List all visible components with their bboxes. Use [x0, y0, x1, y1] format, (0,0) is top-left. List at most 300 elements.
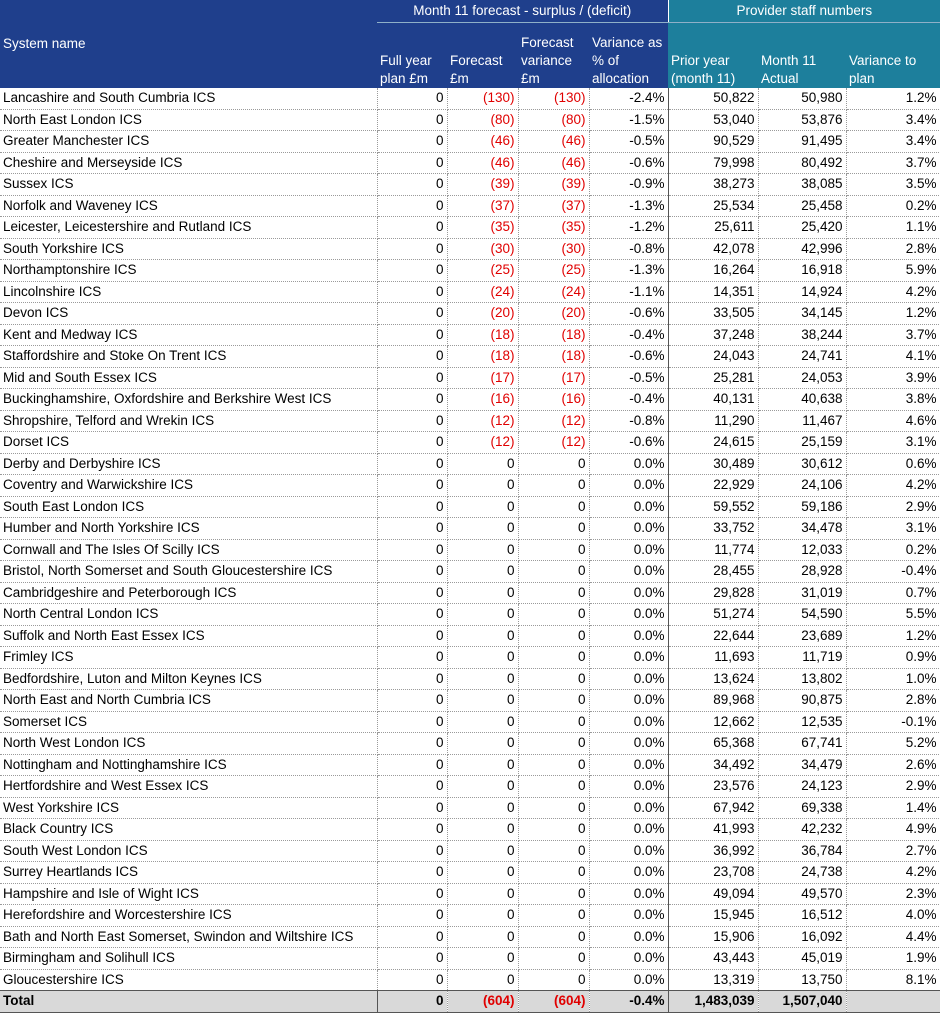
cell-system-name: South West London ICS	[0, 840, 377, 862]
cell-month11-actual: 24,741	[758, 346, 846, 368]
cell-system-name: Hampshire and Isle of Wight ICS	[0, 883, 377, 905]
cell-variance-to-plan: 5.9%	[846, 260, 940, 282]
table-row	[0, 776, 940, 798]
cell-prior-year: 41,993	[668, 819, 758, 841]
cell-variance-pct: -0.8%	[589, 410, 668, 432]
cell-variance-pct: -0.4%	[589, 324, 668, 346]
cell-month11-actual: 23,689	[758, 625, 846, 647]
cell-variance-pct: 0.0%	[589, 604, 668, 626]
cell-full-year-plan: 0	[377, 797, 447, 819]
cell-variance-to-plan: 3.1%	[846, 432, 940, 454]
table-row	[0, 195, 940, 217]
cell-forecast-variance: 0	[518, 926, 589, 948]
cell-variance-pct: -0.5%	[589, 131, 668, 153]
cell-prior-year: 24,043	[668, 346, 758, 368]
cell-system-name: North Central London ICS	[0, 604, 377, 626]
cell-forecast-variance: (130)	[518, 88, 589, 109]
table-row	[0, 324, 940, 346]
cell-month11-actual: 24,123	[758, 776, 846, 798]
cell-full-year-plan: 0	[377, 905, 447, 927]
cell-prior-year: 37,248	[668, 324, 758, 346]
cell-variance-to-plan: 3.4%	[846, 131, 940, 153]
cell-full-year-plan: 0	[377, 238, 447, 260]
cell-variance-to-plan: 1.4%	[846, 797, 940, 819]
cell-system-name: Total	[0, 991, 377, 1013]
cell-month11-actual: 45,019	[758, 948, 846, 970]
cell-full-year-plan: 0	[377, 367, 447, 389]
cell-prior-year: 25,611	[668, 217, 758, 239]
cell-variance-to-plan: 1.9%	[846, 948, 940, 970]
cell-variance-to-plan: 8.1%	[846, 969, 940, 991]
cell-forecast: (37)	[447, 195, 518, 217]
cell-variance-to-plan: 0.7%	[846, 582, 940, 604]
cell-variance-to-plan: 3.9%	[846, 367, 940, 389]
cell-full-year-plan: 0	[377, 991, 447, 1013]
cell-forecast-variance: 0	[518, 905, 589, 927]
cell-variance-to-plan: 1.2%	[846, 625, 940, 647]
cell-prior-year: 33,752	[668, 518, 758, 540]
cell-variance-to-plan: 4.2%	[846, 862, 940, 884]
header-group-row	[0, 0, 940, 23]
cell-forecast: 0	[447, 582, 518, 604]
cell-prior-year: 50,822	[668, 88, 758, 109]
table-row	[0, 733, 940, 755]
table-row	[0, 88, 940, 109]
cell-full-year-plan: 0	[377, 754, 447, 776]
cell-system-name: Cheshire and Merseyside ICS	[0, 152, 377, 174]
cell-full-year-plan: 0	[377, 410, 447, 432]
cell-variance-pct: -2.4%	[589, 88, 668, 109]
cell-prior-year: 53,040	[668, 109, 758, 131]
table-row	[0, 797, 940, 819]
cell-month11-actual: 67,741	[758, 733, 846, 755]
cell-system-name: Coventry and Warwickshire ICS	[0, 475, 377, 497]
cell-month11-actual: 90,875	[758, 690, 846, 712]
cell-variance-to-plan: 2.6%	[846, 754, 940, 776]
table-row	[0, 539, 940, 561]
cell-month11-actual: 69,338	[758, 797, 846, 819]
cell-variance-to-plan: 2.8%	[846, 238, 940, 260]
cell-prior-year: 22,644	[668, 625, 758, 647]
cell-prior-year: 42,078	[668, 238, 758, 260]
cell-month11-actual: 42,996	[758, 238, 846, 260]
cell-forecast-variance: 0	[518, 647, 589, 669]
cell-system-name: Bristol, North Somerset and South Gloucestershire ICS	[0, 561, 377, 583]
cell-forecast: (30)	[447, 238, 518, 260]
cell-forecast: (130)	[447, 88, 518, 109]
cell-variance-to-plan: 4.2%	[846, 475, 940, 497]
cell-system-name: South Yorkshire ICS	[0, 238, 377, 260]
cell-variance-pct: 0.0%	[589, 453, 668, 475]
cell-prior-year: 14,351	[668, 281, 758, 303]
cell-variance-to-plan: 3.1%	[846, 518, 940, 540]
header-group-forecast: Month 11 forecast - surplus / (deficit)	[377, 0, 668, 23]
cell-forecast-variance: 0	[518, 754, 589, 776]
cell-prior-year: 67,942	[668, 797, 758, 819]
cell-forecast: 0	[447, 948, 518, 970]
cell-prior-year: 23,708	[668, 862, 758, 884]
cell-system-name: Hertfordshire and West Essex ICS	[0, 776, 377, 798]
cell-forecast: 0	[447, 668, 518, 690]
cell-forecast: (18)	[447, 346, 518, 368]
cell-month11-actual: 24,053	[758, 367, 846, 389]
cell-month11-actual: 1,507,040	[758, 991, 846, 1013]
cell-prior-year: 11,290	[668, 410, 758, 432]
cell-prior-year: 38,273	[668, 174, 758, 196]
cell-variance-pct: 0.0%	[589, 733, 668, 755]
cell-system-name: Gloucestershire ICS	[0, 969, 377, 991]
cell-month11-actual: 25,458	[758, 195, 846, 217]
table-row	[0, 604, 940, 626]
cell-full-year-plan: 0	[377, 432, 447, 454]
table-row	[0, 496, 940, 518]
cell-prior-year: 51,274	[668, 604, 758, 626]
cell-month11-actual: 38,085	[758, 174, 846, 196]
cell-prior-year: 22,929	[668, 475, 758, 497]
cell-forecast-variance: (12)	[518, 432, 589, 454]
cell-forecast-variance: 0	[518, 733, 589, 755]
cell-forecast-variance: 0	[518, 690, 589, 712]
cell-forecast: 0	[447, 883, 518, 905]
cell-variance-to-plan: 4.1%	[846, 346, 940, 368]
cell-prior-year: 24,615	[668, 432, 758, 454]
cell-variance-to-plan: 0.2%	[846, 539, 940, 561]
cell-forecast: (35)	[447, 217, 518, 239]
cell-full-year-plan: 0	[377, 668, 447, 690]
cell-forecast: (20)	[447, 303, 518, 325]
cell-system-name: Nottingham and Nottinghamshire ICS	[0, 754, 377, 776]
cell-variance-to-plan: 2.9%	[846, 496, 940, 518]
cell-forecast-variance: (20)	[518, 303, 589, 325]
cell-prior-year: 13,624	[668, 668, 758, 690]
cell-forecast-variance: (46)	[518, 131, 589, 153]
cell-full-year-plan: 0	[377, 217, 447, 239]
col-header-prior-year: Prior year (month 11)	[668, 23, 758, 89]
cell-variance-to-plan: 1.0%	[846, 668, 940, 690]
cell-forecast: (18)	[447, 324, 518, 346]
cell-month11-actual: 31,019	[758, 582, 846, 604]
cell-forecast-variance: 0	[518, 969, 589, 991]
cell-variance-pct: -0.4%	[589, 991, 668, 1013]
cell-forecast: 0	[447, 819, 518, 841]
cell-forecast-variance: (37)	[518, 195, 589, 217]
cell-system-name: North East London ICS	[0, 109, 377, 131]
cell-forecast: 0	[447, 840, 518, 862]
cell-system-name: Somerset ICS	[0, 711, 377, 733]
cell-variance-pct: 0.0%	[589, 475, 668, 497]
cell-forecast-variance: (35)	[518, 217, 589, 239]
cell-variance-pct: -1.2%	[589, 217, 668, 239]
cell-variance-pct: -0.6%	[589, 152, 668, 174]
cell-prior-year: 79,998	[668, 152, 758, 174]
col-header-full-year-plan: Full year plan £m	[377, 23, 447, 89]
table-row	[0, 346, 940, 368]
cell-forecast: 0	[447, 969, 518, 991]
cell-forecast-variance: (16)	[518, 389, 589, 411]
cell-full-year-plan: 0	[377, 625, 447, 647]
cell-full-year-plan: 0	[377, 819, 447, 841]
cell-full-year-plan: 0	[377, 948, 447, 970]
cell-variance-pct: 0.0%	[589, 625, 668, 647]
cell-system-name: Cambridgeshire and Peterborough ICS	[0, 582, 377, 604]
cell-forecast-variance: 0	[518, 625, 589, 647]
cell-system-name: Greater Manchester ICS	[0, 131, 377, 153]
cell-full-year-plan: 0	[377, 260, 447, 282]
cell-variance-pct: 0.0%	[589, 905, 668, 927]
cell-forecast-variance: 0	[518, 604, 589, 626]
cell-variance-pct: 0.0%	[589, 539, 668, 561]
cell-prior-year: 29,828	[668, 582, 758, 604]
cell-variance-pct: 0.0%	[589, 969, 668, 991]
cell-variance-pct: 0.0%	[589, 926, 668, 948]
cell-variance-to-plan: 3.8%	[846, 389, 940, 411]
cell-variance-to-plan: 4.0%	[846, 905, 940, 927]
cell-forecast: 0	[447, 926, 518, 948]
table-row	[0, 647, 940, 669]
cell-forecast: 0	[447, 754, 518, 776]
cell-forecast: 0	[447, 776, 518, 798]
cell-variance-to-plan: 2.3%	[846, 883, 940, 905]
cell-month11-actual: 16,918	[758, 260, 846, 282]
cell-system-name: Lincolnshire ICS	[0, 281, 377, 303]
cell-full-year-plan: 0	[377, 690, 447, 712]
cell-prior-year: 15,945	[668, 905, 758, 927]
cell-forecast: 0	[447, 690, 518, 712]
cell-variance-pct: 0.0%	[589, 797, 668, 819]
cell-variance-to-plan: 5.5%	[846, 604, 940, 626]
table-row	[0, 410, 940, 432]
cell-variance-to-plan	[846, 991, 940, 1013]
cell-variance-pct: -1.3%	[589, 195, 668, 217]
cell-prior-year: 1,483,039	[668, 991, 758, 1013]
cell-prior-year: 11,693	[668, 647, 758, 669]
cell-forecast: 0	[447, 625, 518, 647]
cell-month11-actual: 38,244	[758, 324, 846, 346]
table-row	[0, 948, 940, 970]
cell-month11-actual: 11,467	[758, 410, 846, 432]
cell-prior-year: 89,968	[668, 690, 758, 712]
cell-forecast-variance: 0	[518, 539, 589, 561]
table-row	[0, 174, 940, 196]
cell-forecast: 0	[447, 733, 518, 755]
cell-forecast-variance: (604)	[518, 991, 589, 1013]
cell-prior-year: 28,455	[668, 561, 758, 583]
cell-system-name: Kent and Medway ICS	[0, 324, 377, 346]
table-row	[0, 926, 940, 948]
col-header-system-name: System name	[0, 0, 377, 88]
cell-month11-actual: 42,232	[758, 819, 846, 841]
cell-forecast: 0	[447, 862, 518, 884]
cell-forecast-variance: 0	[518, 819, 589, 841]
cell-full-year-plan: 0	[377, 840, 447, 862]
cell-forecast-variance: 0	[518, 496, 589, 518]
cell-prior-year: 23,576	[668, 776, 758, 798]
cell-forecast: 0	[447, 647, 518, 669]
cell-forecast-variance: (17)	[518, 367, 589, 389]
cell-month11-actual: 91,495	[758, 131, 846, 153]
cell-system-name: South East London ICS	[0, 496, 377, 518]
cell-variance-pct: 0.0%	[589, 647, 668, 669]
cell-prior-year: 90,529	[668, 131, 758, 153]
cell-month11-actual: 25,159	[758, 432, 846, 454]
cell-system-name: Dorset ICS	[0, 432, 377, 454]
cell-variance-to-plan: 4.2%	[846, 281, 940, 303]
cell-month11-actual: 28,928	[758, 561, 846, 583]
cell-forecast: 0	[447, 496, 518, 518]
cell-full-year-plan: 0	[377, 303, 447, 325]
cell-prior-year: 59,552	[668, 496, 758, 518]
cell-variance-pct: -1.1%	[589, 281, 668, 303]
cell-system-name: West Yorkshire ICS	[0, 797, 377, 819]
cell-variance-to-plan: 3.7%	[846, 152, 940, 174]
cell-variance-to-plan: 1.1%	[846, 217, 940, 239]
cell-forecast-variance: 0	[518, 475, 589, 497]
table-row	[0, 238, 940, 260]
cell-full-year-plan: 0	[377, 862, 447, 884]
cell-variance-to-plan: -0.1%	[846, 711, 940, 733]
cell-system-name: Bedfordshire, Luton and Milton Keynes ICS	[0, 668, 377, 690]
cell-month11-actual: 40,638	[758, 389, 846, 411]
cell-month11-actual: 34,478	[758, 518, 846, 540]
cell-variance-to-plan: 2.7%	[846, 840, 940, 862]
cell-system-name: Birmingham and Solihull ICS	[0, 948, 377, 970]
cell-month11-actual: 12,535	[758, 711, 846, 733]
table-row	[0, 969, 940, 991]
cell-full-year-plan: 0	[377, 475, 447, 497]
table-row	[0, 582, 940, 604]
cell-prior-year: 43,443	[668, 948, 758, 970]
cell-full-year-plan: 0	[377, 174, 447, 196]
cell-variance-to-plan: 2.8%	[846, 690, 940, 712]
cell-system-name: Devon ICS	[0, 303, 377, 325]
cell-month11-actual: 25,420	[758, 217, 846, 239]
cell-forecast: 0	[447, 711, 518, 733]
cell-forecast-variance: (39)	[518, 174, 589, 196]
cell-variance-to-plan: 4.6%	[846, 410, 940, 432]
cell-system-name: Frimley ICS	[0, 647, 377, 669]
cell-full-year-plan: 0	[377, 883, 447, 905]
table-row	[0, 561, 940, 583]
cell-full-year-plan: 0	[377, 711, 447, 733]
cell-month11-actual: 36,784	[758, 840, 846, 862]
cell-prior-year: 12,662	[668, 711, 758, 733]
table-row	[0, 260, 940, 282]
cell-system-name: Cornwall and The Isles Of Scilly ICS	[0, 539, 377, 561]
cell-month11-actual: 24,106	[758, 475, 846, 497]
cell-prior-year: 11,774	[668, 539, 758, 561]
cell-forecast-variance: 0	[518, 776, 589, 798]
cell-variance-pct: -0.8%	[589, 238, 668, 260]
cell-system-name: Suffolk and North East Essex ICS	[0, 625, 377, 647]
table-row	[0, 109, 940, 131]
cell-variance-pct: 0.0%	[589, 690, 668, 712]
cell-month11-actual: 24,738	[758, 862, 846, 884]
cell-forecast: (24)	[447, 281, 518, 303]
table-row	[0, 475, 940, 497]
cell-variance-pct: 0.0%	[589, 561, 668, 583]
cell-prior-year: 25,281	[668, 367, 758, 389]
cell-variance-to-plan: 1.2%	[846, 88, 940, 109]
cell-system-name: North West London ICS	[0, 733, 377, 755]
cell-forecast: 0	[447, 475, 518, 497]
col-header-variance-to-plan: Variance to plan	[846, 23, 940, 89]
table-row	[0, 131, 940, 153]
cell-full-year-plan: 0	[377, 776, 447, 798]
cell-full-year-plan: 0	[377, 496, 447, 518]
cell-system-name: Mid and South Essex ICS	[0, 367, 377, 389]
cell-forecast: 0	[447, 604, 518, 626]
cell-month11-actual: 34,479	[758, 754, 846, 776]
table-row	[0, 819, 940, 841]
cell-variance-to-plan: 2.9%	[846, 776, 940, 798]
table-row	[0, 883, 940, 905]
cell-prior-year: 65,368	[668, 733, 758, 755]
col-header-forecast-variance: Forecast variance £m	[518, 23, 589, 89]
table-row	[0, 367, 940, 389]
cell-forecast: (12)	[447, 432, 518, 454]
cell-forecast-variance: 0	[518, 561, 589, 583]
cell-forecast-variance: (18)	[518, 346, 589, 368]
cell-variance-pct: -0.6%	[589, 303, 668, 325]
cell-variance-pct: -0.6%	[589, 432, 668, 454]
cell-full-year-plan: 0	[377, 561, 447, 583]
cell-forecast: 0	[447, 453, 518, 475]
cell-full-year-plan: 0	[377, 926, 447, 948]
cell-system-name: Lancashire and South Cumbria ICS	[0, 88, 377, 109]
cell-full-year-plan: 0	[377, 969, 447, 991]
cell-forecast: (16)	[447, 389, 518, 411]
cell-variance-pct: 0.0%	[589, 862, 668, 884]
cell-month11-actual: 14,924	[758, 281, 846, 303]
cell-forecast-variance: (80)	[518, 109, 589, 131]
cell-variance-pct: -1.5%	[589, 109, 668, 131]
cell-forecast-variance: 0	[518, 668, 589, 690]
cell-prior-year: 30,489	[668, 453, 758, 475]
cell-full-year-plan: 0	[377, 389, 447, 411]
cell-variance-pct: 0.0%	[589, 819, 668, 841]
cell-forecast-variance: (25)	[518, 260, 589, 282]
cell-variance-pct: 0.0%	[589, 582, 668, 604]
cell-system-name: Humber and North Yorkshire ICS	[0, 518, 377, 540]
total-row	[0, 991, 940, 1013]
cell-prior-year: 15,906	[668, 926, 758, 948]
cell-system-name: Northamptonshire ICS	[0, 260, 377, 282]
cell-prior-year: 16,264	[668, 260, 758, 282]
cell-month11-actual: 53,876	[758, 109, 846, 131]
cell-variance-pct: 0.0%	[589, 711, 668, 733]
cell-month11-actual: 16,092	[758, 926, 846, 948]
cell-prior-year: 40,131	[668, 389, 758, 411]
cell-variance-pct: -0.6%	[589, 346, 668, 368]
cell-system-name: Derby and Derbyshire ICS	[0, 453, 377, 475]
table-row	[0, 840, 940, 862]
cell-variance-pct: 0.0%	[589, 496, 668, 518]
cell-forecast: (46)	[447, 131, 518, 153]
cell-system-name: Bath and North East Somerset, Swindon and Wiltshire ICS	[0, 926, 377, 948]
cell-system-name: Surrey Heartlands ICS	[0, 862, 377, 884]
cell-full-year-plan: 0	[377, 152, 447, 174]
cell-forecast-variance: (24)	[518, 281, 589, 303]
cell-variance-pct: 0.0%	[589, 883, 668, 905]
cell-full-year-plan: 0	[377, 109, 447, 131]
cell-forecast: (12)	[447, 410, 518, 432]
cell-system-name: Norfolk and Waveney ICS	[0, 195, 377, 217]
cell-full-year-plan: 0	[377, 582, 447, 604]
table-row	[0, 217, 940, 239]
col-header-forecast: Forecast £m	[447, 23, 518, 89]
table-row	[0, 625, 940, 647]
cell-month11-actual: 34,145	[758, 303, 846, 325]
